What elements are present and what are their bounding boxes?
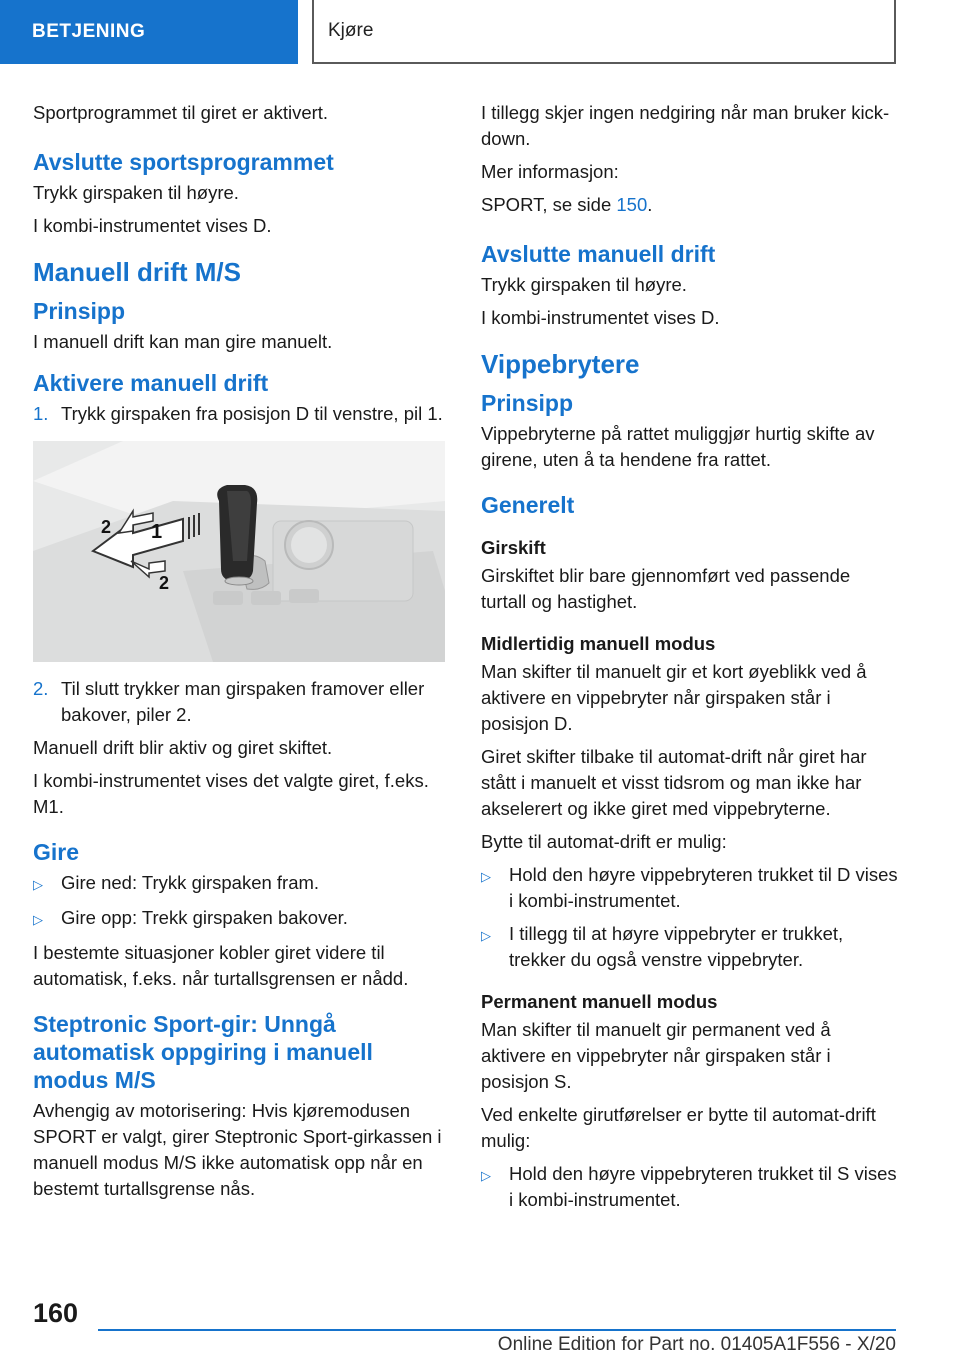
heading-avslutte-manuell: Avslutte manuell drift	[481, 241, 716, 267]
paragraph: Girskiftet blir bare gjennomført ved passende turtall og hastighet.	[481, 565, 851, 612]
triangle-bullet-icon: ▷	[481, 869, 491, 884]
triangle-bullet-icon: ▷	[33, 912, 43, 927]
step-text: Til slutt trykker man girspaken framover eller bakover, piler 2.	[61, 678, 425, 725]
heading-prinsipp: Prinsipp	[33, 298, 126, 324]
list-item	[33, 676, 445, 728]
list-item	[481, 921, 899, 973]
paragraph: Trykk girspaken til høyre.	[33, 182, 239, 203]
chapter-title: Kjøre	[328, 20, 374, 41]
left-column	[33, 100, 445, 1209]
figure-label-2b: 2	[159, 573, 170, 593]
header-chapter-box	[312, 0, 896, 64]
paragraph: I kombi-instrumentet vises D.	[33, 215, 272, 236]
page-number: 160	[33, 1298, 79, 1328]
triangle-bullet-icon: ▷	[481, 1168, 491, 1183]
heading-steptronic: Steptronic Sport-gir: Unngå automatisk oppgiring i manuell modus M/S	[33, 1011, 373, 1093]
header-section-tab	[0, 0, 298, 64]
bullet-text: I tillegg til at høyre vippebryter er trukket, trekker du også venstre vippebryter.	[509, 923, 844, 970]
step-number: 2.	[33, 678, 49, 699]
heading-vippebrytere: Vippebrytere	[481, 349, 640, 379]
bullet-text: Gire opp: Trekk girspaken bakover.	[61, 907, 348, 928]
paragraph: Bytte til automat-drift er mulig:	[481, 831, 727, 852]
bullet-text: Hold den høyre vippebryteren trukket til D vises i kombi-instrumentet.	[509, 864, 898, 911]
heading-prinsipp: Prinsipp	[481, 390, 574, 416]
paragraph: Trykk girspaken til høyre.	[481, 274, 687, 295]
section-title: BETJENING	[32, 21, 146, 42]
subheading-midlertidig: Midlertidig manuell modus	[481, 633, 716, 654]
paragraph-intro: Sportprogrammet til giret er aktivert.	[33, 102, 329, 123]
paragraph: Manuell drift blir aktiv og giret skiftet.	[33, 737, 333, 758]
page-reference-link[interactable]: 150	[616, 194, 648, 215]
bullet-text: Hold den høyre vippebryteren trukket til S vises i kombi-instrumentet.	[509, 1163, 897, 1210]
step-text: Trykk girspaken fra posisjon D til venstre, pil 1.	[61, 403, 443, 424]
list-item	[33, 870, 445, 898]
right-column	[481, 100, 899, 1220]
subheading-permanent: Permanent manuell modus	[481, 991, 718, 1012]
gear-selector-illustration	[33, 441, 445, 662]
list-item	[33, 905, 445, 933]
paragraph: I bestemte situasjoner kobler giret videre til automatisk, f.eks. når turtallsgrensen er nådd.	[33, 942, 409, 989]
heading-aktivere: Aktivere manuell drift	[33, 370, 269, 396]
list-item	[481, 862, 899, 914]
paragraph: Man skifter til manuelt gir et kort øyeblikk ved å aktivere en vippebryter når girspaken står i posisjon D.	[481, 661, 867, 734]
bullet-text: Gire ned: Trykk girspaken fram.	[61, 872, 320, 893]
paragraph: Avhengig av motorisering: Hvis kjøremodusen SPORT er valgt, girer Steptronic Sport-girkassen i manuell modus M/S ikke automatisk opp når en bestemt turtallsgrense nås.	[33, 1100, 442, 1199]
list-item	[33, 401, 445, 427]
paragraph: I kombi-instrumentet vises det valgte giret, f.eks. M1.	[33, 770, 429, 817]
figure-label-2a: 2	[101, 517, 112, 537]
gear-selector-figure	[33, 441, 445, 662]
paragraph: I tillegg skjer ingen nedgiring når man bruker kick-down.	[481, 102, 890, 149]
paragraph: Ved enkelte girutførelser er bytte til automat-drift mulig:	[481, 1104, 876, 1151]
footer-divider	[98, 1329, 896, 1331]
heading-generelt: Generelt	[481, 492, 575, 518]
figure-label-1: 1	[151, 521, 163, 543]
paragraph: Man skifter til manuelt gir permanent ved å aktivere en vippebryter når girspaken står i posisjon S.	[481, 1019, 831, 1092]
step-number: 1.	[33, 403, 49, 424]
heading-avslutte-sport: Avslutte sportsprogrammet	[33, 149, 334, 175]
triangle-bullet-icon: ▷	[33, 877, 43, 892]
triangle-bullet-icon: ▷	[481, 928, 491, 943]
heading-manuell-drift: Manuell drift M/S	[33, 257, 241, 287]
heading-gire: Gire	[33, 839, 80, 865]
subheading-girskift: Girskift	[481, 537, 546, 558]
paragraph: I manuell drift kan man gire manuelt.	[33, 331, 333, 352]
paragraph: Giret skifter tilbake til automat-drift når giret har stått i manuelt et visst tidsrom og man ikke har akselerert og ikke giret med vippebryterne.	[481, 746, 867, 819]
paragraph: I kombi-instrumentet vises D.	[481, 307, 720, 328]
list-item	[481, 1161, 899, 1213]
paragraph-sport-ref: SPORT, se side 150.	[481, 194, 653, 215]
footer-edition: Online Edition for Part no. 01405A1F556 - X/20	[497, 1334, 896, 1355]
paragraph: Mer informasjon:	[481, 161, 619, 182]
paragraph: Vippebryterne på rattet muliggjør hurtig skifte av girene, uten å ta hendene fra rattet.	[481, 423, 875, 470]
